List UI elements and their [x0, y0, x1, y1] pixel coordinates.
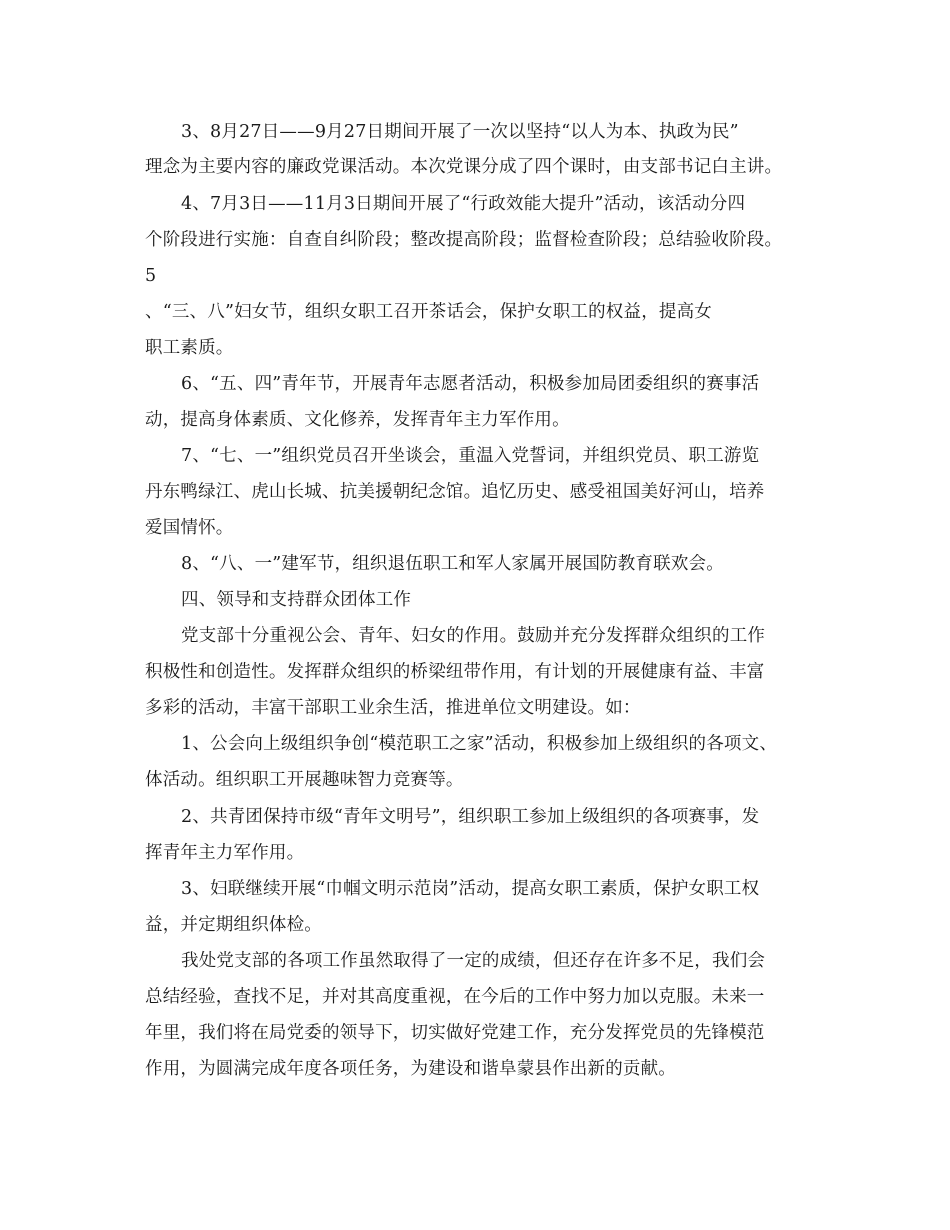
- text-line: 8、“八、一”建军节，组织退伍职工和军人家属开展国防教育联欢会。: [181, 554, 724, 574]
- text-line: 7、“七、一”组织党员召开坐谈会，重温入党誓词，并组织党员、职工游览: [181, 446, 760, 466]
- text-line: 多彩的活动，丰富干部职工业余生活，推进单位文明建设。如：: [145, 698, 641, 718]
- text-line: 理念为主要内容的廉政党课活动。本次党课分成了四个课时，由支部书记白主讲。: [145, 157, 783, 177]
- text-line: 爱国情怀。: [145, 518, 234, 538]
- text-line: 1、公会向上级组织争创“模范职工之家”活动，积极参加上级组织的各项文、: [181, 734, 778, 754]
- text-line: 益，并定期组织体检。: [145, 915, 322, 935]
- text-line: 6、“五、四”青年节，开展青年志愿者活动，积极参加局团委组织的赛事活: [181, 374, 760, 394]
- text-line: 作用，为圆满完成年度各项任务，为建设和谐阜蒙县作出新的贡献。: [145, 1059, 676, 1079]
- text-line: 3、8月27日——9月27日期间开展了一次以坚持“以人为本、执政为民”: [181, 122, 739, 142]
- text-line: 年里，我们将在局党委的领导下，切实做好党建工作，充分发挥党员的先锋模范: [145, 1023, 765, 1043]
- section-heading: 四、领导和支持群众团体工作: [181, 590, 412, 610]
- text-line: 体活动。组织职工开展趣味智力竞赛等。: [145, 770, 464, 790]
- text-line: 丹东鸭绿江、虎山长城、抗美援朝纪念馆。追忆历史、感受祖国美好河山，培养: [145, 482, 765, 502]
- text-line: 动，提高身体素质、文化修养，发挥青年主力军作用。: [145, 410, 570, 430]
- text-line: 总结经验，查找不足，并对其高度重视，在今后的工作中努力加以克服。未来一: [145, 987, 765, 1007]
- text-line: 3、妇联继续开展“巾帼文明示范岗”活动，提高女职工素质，保护女职工权: [181, 879, 760, 899]
- text-line: 积极性和创造性。发挥群众组织的桥梁纽带作用，有计划的开展健康有益、丰富: [145, 662, 765, 682]
- text-line: 职工素质。: [145, 338, 234, 358]
- text-line: 个阶段进行实施：自查自纠阶段；整改提高阶段；监督检查阶段；总结验收阶段。: [145, 230, 783, 250]
- text-line: 挥青年主力军作用。: [145, 843, 305, 863]
- text-line: 我处党支部的各项工作虽然取得了一定的成绩，但还存在许多不足，我们会: [181, 951, 766, 971]
- text-line: 2、共青团保持市级“青年文明号”，组织职工参加上级组织的各项赛事，发: [181, 807, 760, 827]
- text-line: 5: [145, 266, 157, 286]
- text-line: 、“三、八”妇女节，组织女职工召开茶话会，保护女职工的权益，提高女: [145, 302, 712, 322]
- text-line: 党支部十分重视公会、青年、妇女的作用。鼓励并充分发挥群众组织的工作: [181, 626, 766, 646]
- text-line: 4、7月3日——11月3日期间开展了“行政效能大提升”活动，该活动分四: [181, 194, 746, 214]
